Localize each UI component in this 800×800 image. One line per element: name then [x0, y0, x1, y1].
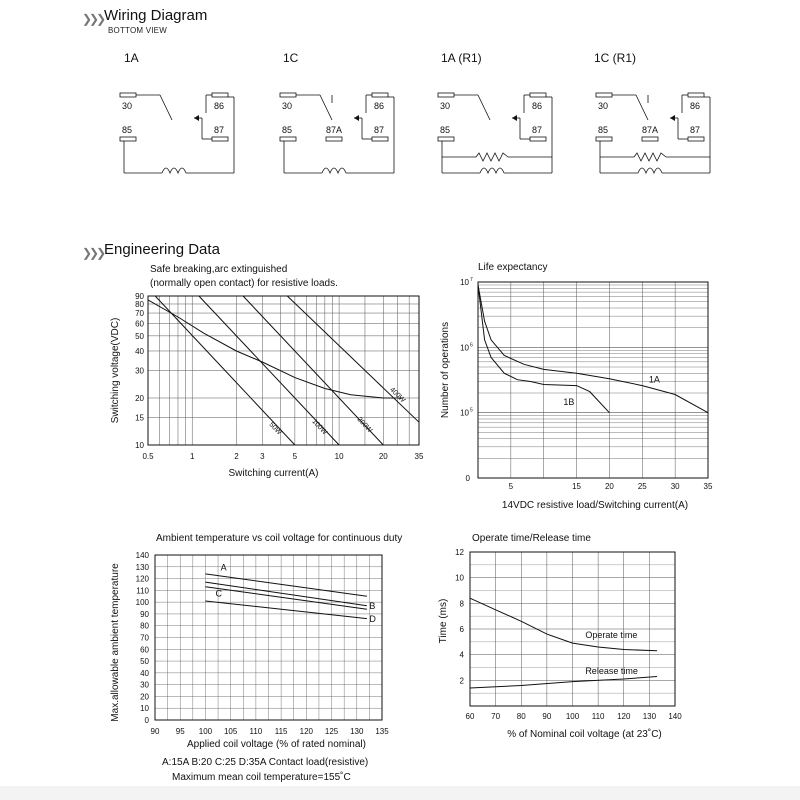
- y-tick-exponent: 7: [470, 277, 473, 283]
- x-tick-label: 120: [299, 727, 314, 736]
- pin-85: 85: [122, 125, 133, 135]
- y-tick-label: 10: [455, 573, 464, 583]
- x-axis-label: Switching current(A): [228, 468, 319, 479]
- timing-chart-title: Operate time/Release time: [472, 533, 591, 544]
- variant-label-1c-r1: 1C (R1): [594, 51, 637, 65]
- series-label: 50W: [267, 421, 283, 437]
- wiring-diagram-title: Wiring Diagram: [104, 7, 208, 24]
- pin-85: 85: [440, 125, 451, 135]
- contact-load-note: A:15A B:20 C:25 D:35A Contact load(resistive): [162, 757, 369, 768]
- y-tick-label: 100: [135, 598, 149, 608]
- pin-30: 30: [122, 101, 133, 111]
- series-label: 400W: [388, 386, 407, 405]
- y-tick-label: 10: [460, 343, 469, 353]
- series-label-1a: 1A: [648, 374, 660, 385]
- x-tick-label: 110: [249, 727, 263, 736]
- y-tick-label: 40: [140, 668, 149, 678]
- y-tick-label: 130: [135, 562, 149, 572]
- x-tick-label: 5: [508, 482, 514, 491]
- max-coil-temp-note: Maximum mean coil temperature=155˚C: [172, 772, 351, 783]
- pin-87a: 87A: [326, 125, 343, 135]
- x-tick-label: 100: [198, 727, 213, 736]
- double-chevron-icon: ❯❯❯: [82, 12, 104, 26]
- pin-85: 85: [598, 125, 609, 135]
- x-tick-label: 10: [334, 452, 344, 461]
- x-tick-label: 35: [414, 452, 424, 461]
- y-tick-label: 30: [135, 366, 144, 376]
- pin-30: 30: [440, 101, 451, 111]
- series-release-time: [470, 677, 657, 689]
- footer-band: [0, 786, 800, 800]
- x-tick-label: 130: [350, 727, 364, 736]
- y-tick-label: 6: [459, 625, 464, 634]
- variant-label-1c: 1C: [283, 51, 299, 65]
- pin-86: 86: [214, 101, 225, 111]
- y-tick-label: 20: [140, 692, 149, 702]
- y-tick-label: 140: [135, 551, 149, 560]
- y-axis-label: Time (ms): [438, 598, 449, 644]
- series-label: 200W: [355, 416, 374, 435]
- series-label-operate: Operate time: [585, 629, 638, 640]
- y-tick-label: 4: [459, 650, 464, 660]
- pin-87: 87: [690, 125, 701, 135]
- pin-87a: 87A: [642, 125, 659, 135]
- series-label-d: D: [369, 614, 376, 625]
- pin-87: 87: [532, 125, 543, 135]
- y-tick-label: 60: [140, 645, 149, 655]
- y-tick-label: 8: [459, 599, 464, 609]
- y-tick-label: 70: [140, 633, 149, 643]
- double-chevron-icon: ❯❯❯: [82, 246, 104, 260]
- engineering-data-title: Engineering Data: [104, 241, 220, 258]
- x-tick-label: 25: [637, 482, 647, 491]
- pin-85: 85: [282, 125, 293, 135]
- variant-label-1a: 1A: [124, 51, 139, 65]
- y-axis-label: Number of operations: [440, 321, 451, 419]
- series-operate-time: [470, 598, 657, 651]
- x-tick-label: 95: [175, 727, 185, 736]
- series-label-1b: 1B: [563, 397, 575, 408]
- x-axis-label: % of Nominal coil voltage (at 23˚C): [507, 729, 662, 740]
- y-tick-label: 60: [135, 319, 144, 329]
- x-tick-label: 80: [516, 712, 526, 721]
- y-tick-label: 0: [144, 716, 149, 725]
- y-tick-label: 30: [140, 680, 149, 690]
- y-tick-label: 80: [140, 621, 149, 631]
- series-label-c: C: [215, 588, 223, 599]
- bottom-view-label: BOTTOM VIEW: [108, 26, 167, 35]
- pin-86: 86: [532, 101, 543, 111]
- y-tick-label: 70: [135, 309, 144, 319]
- x-tick-label: 130: [642, 712, 657, 721]
- y-tick-label: 15: [135, 413, 144, 423]
- y-tick-exponent: 6: [470, 342, 473, 349]
- x-tick-label: 125: [324, 727, 339, 736]
- x-tick-label: 135: [375, 727, 389, 736]
- variant-label-1a-r1: 1A (R1): [441, 51, 482, 65]
- x-tick-label: 110: [591, 712, 605, 721]
- y-tick-label: 50: [135, 331, 144, 341]
- y-axis-label: Switching voltage(VDC): [110, 317, 121, 424]
- series-label-b: B: [369, 601, 376, 612]
- pin-30: 30: [598, 101, 609, 111]
- y-tick-label: 10: [460, 408, 469, 418]
- pin-86: 86: [690, 101, 701, 111]
- y-tick-label: 20: [135, 393, 144, 403]
- x-tick-label: 90: [542, 712, 552, 721]
- x-tick-label: 0.5: [142, 452, 154, 461]
- x-tick-label: 140: [668, 712, 682, 721]
- x-tick-label: 105: [223, 727, 238, 736]
- x-tick-label: 2: [234, 452, 239, 461]
- y-tick-label: 50: [140, 657, 149, 667]
- x-tick-label: 15: [572, 482, 582, 491]
- series-label-a: A: [220, 562, 227, 573]
- y-tick-label: 80: [135, 299, 144, 309]
- y-tick-label: 10: [460, 278, 469, 287]
- x-tick-label: 30: [670, 482, 680, 491]
- y-tick-label: 10: [140, 704, 149, 714]
- x-tick-label: 70: [491, 712, 501, 721]
- y-tick-label: 90: [135, 292, 144, 301]
- y-tick-label: 2: [459, 676, 464, 686]
- series-label-release: Release time: [585, 665, 638, 676]
- y-axis-label: Max.allowable ambient temperature: [110, 563, 121, 722]
- x-tick-label: 1: [189, 452, 195, 461]
- x-tick-label: 20: [604, 482, 614, 491]
- x-tick-label: 35: [703, 482, 713, 491]
- y-tick-exponent: 5: [470, 407, 473, 414]
- x-tick-label: 60: [465, 712, 475, 721]
- origin-label: 0: [465, 474, 470, 483]
- x-tick-label: 115: [274, 727, 288, 736]
- y-tick-label: 90: [140, 609, 149, 619]
- y-tick-label: 110: [136, 586, 149, 596]
- x-axis-label: Applied coil voltage (% of rated nominal): [187, 739, 366, 750]
- x-tick-label: 100: [565, 712, 580, 721]
- pin-87: 87: [374, 125, 385, 135]
- breaking-chart-title: Safe breaking,arc extinguished: [150, 264, 288, 275]
- series-label: 100W: [310, 418, 329, 437]
- ambient-chart-title: Ambient temperature vs coil voltage for continuous duty: [156, 533, 403, 544]
- y-tick-label: 12: [455, 548, 464, 557]
- x-axis-label: 14VDC resistive load/Switching current(A): [501, 500, 689, 511]
- x-tick-label: 20: [378, 452, 388, 461]
- pin-86: 86: [374, 101, 385, 111]
- breaking-chart-subtitle: (normally open contact) for resistive loads.: [150, 278, 338, 289]
- life-chart-title: Life expectancy: [478, 262, 548, 273]
- y-tick-label: 120: [135, 574, 149, 584]
- y-tick-label: 40: [135, 346, 144, 356]
- x-tick-label: 120: [617, 712, 631, 721]
- pin-87: 87: [214, 125, 225, 135]
- y-tick-label: 10: [135, 441, 144, 450]
- x-tick-label: 5: [292, 452, 298, 461]
- x-tick-label: 90: [150, 727, 160, 736]
- pin-30: 30: [282, 101, 293, 111]
- x-tick-label: 3: [260, 452, 265, 461]
